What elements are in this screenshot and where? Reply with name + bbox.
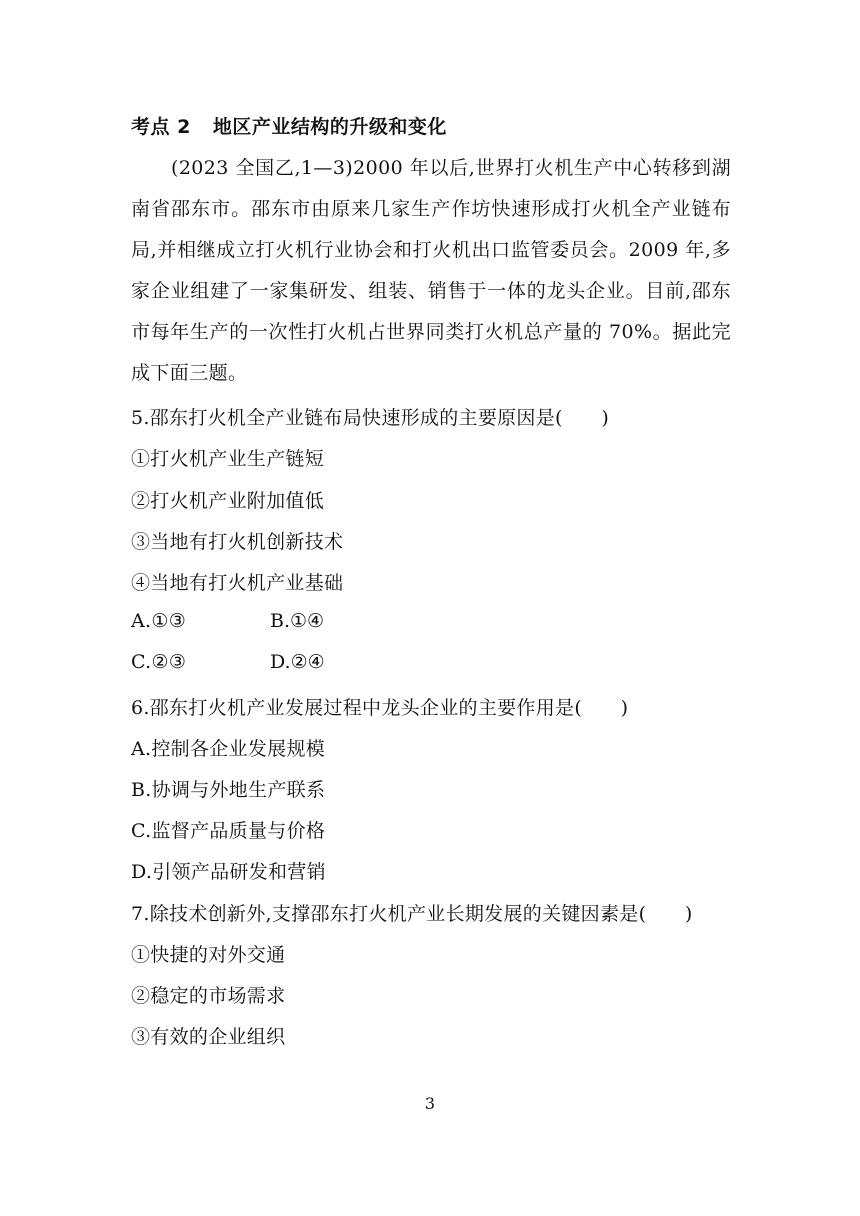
question-5-option-a: A.①③: [131, 610, 187, 632]
question-5-stem: 5.邵东打火机全产业链布局快速形成的主要原因是( ): [131, 407, 610, 429]
question-6-option-a: A.控制各企业发展规模: [131, 738, 326, 760]
section-label: 考点 2: [131, 116, 191, 138]
question-5-item-2: ②打火机产业附加值低: [131, 490, 325, 512]
question-5-item-3: ③当地有打火机创新技术: [131, 531, 344, 553]
question-5-option-c: C.②③: [131, 651, 187, 673]
question-5-option-d: D.②④: [270, 651, 325, 673]
section-title: 地区产业结构的升级和变化: [212, 116, 447, 138]
question-5-item-4: ④当地有打火机产业基础: [131, 572, 344, 594]
page-number: 3: [424, 1094, 436, 1113]
question-6-option-d: D.引领产品研发和营销: [131, 861, 326, 883]
question-6-option-c: C.监督产品质量与价格: [131, 820, 326, 842]
question-6-option-b: B.协调与外地生产联系: [131, 779, 326, 801]
question-6-stem: 6.邵东打火机产业发展过程中龙头企业的主要作用是( ): [131, 697, 629, 719]
question-7-item-1: ①快捷的对外交通: [131, 944, 286, 966]
question-7-item-3: ③有效的企业组织: [131, 1026, 286, 1048]
question-7-item-2: ②稳定的市场需求: [131, 985, 286, 1007]
reading-passage: (2023 全国乙,1—3)2000 年以后,世界打火机生产中心转移到湖南省邵东市。邵东市由原来几家生产作坊快速形成打火机全产业链布局,并相继成立打火机行业协会和打火机出口监管委员会。2009 年,多家企业组建了一家集研发、组装、销售于一体的龙头企业。目前,邵东市每年生产的一次性打火机占世界同类打火机总产量的 70%。据此完成下面三题。: [131, 157, 731, 384]
question-5-option-b: B.①④: [270, 610, 325, 632]
question-7-stem: 7.除技术创新外,支撑邵东打火机产业长期发展的关键因素是( ): [131, 903, 693, 925]
question-5-item-1: ①打火机产业生产链短: [131, 448, 325, 470]
section-heading: [131, 112, 447, 139]
